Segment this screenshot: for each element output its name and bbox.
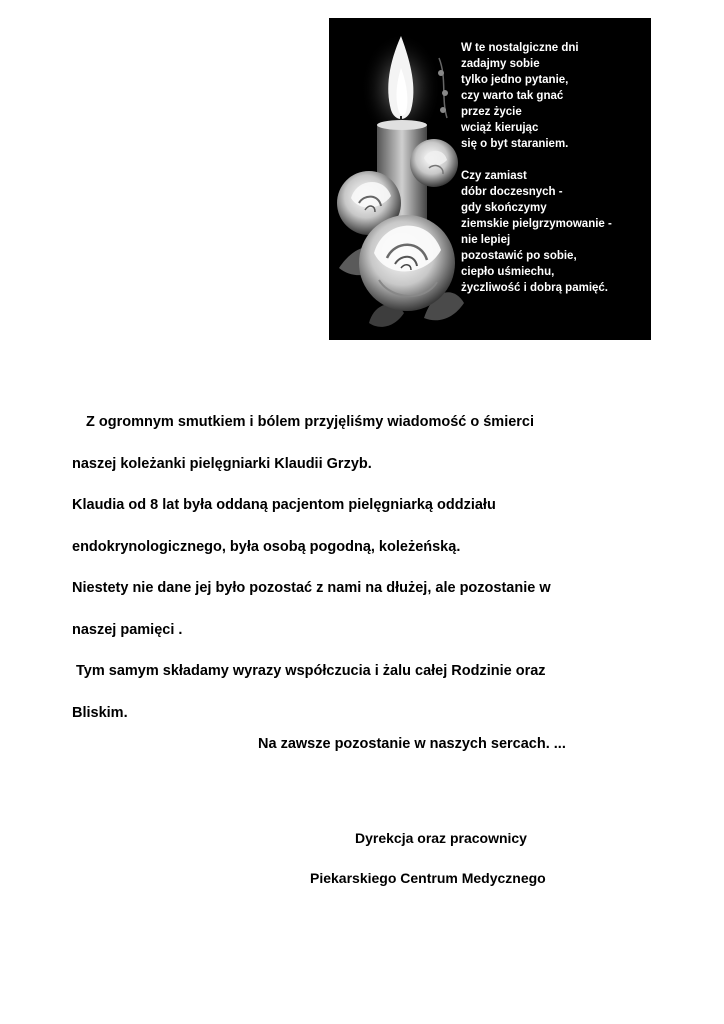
message-line: Niestety nie dane jej było pozostać z nami na dłużej, ale pozostanie w <box>72 580 551 596</box>
poem-line: się o byt staraniem. <box>461 138 569 150</box>
rose-icon <box>410 139 458 187</box>
rose-icon <box>359 215 455 311</box>
poem-line: zadajmy sobie <box>461 58 540 70</box>
memorial-card-image <box>329 18 651 340</box>
poem-line: tylko jedno pytanie, <box>461 74 569 86</box>
signature-line-1: Dyrekcja oraz pracownicy <box>355 830 527 846</box>
condolence-message <box>72 402 652 734</box>
message-line: Klaudia od 8 lat była oddaną pacjentom pielęgniarką oddziału <box>72 497 496 513</box>
poem-stanza-2 <box>461 168 647 296</box>
poem-line: życzliwość i dobrą pamięć. <box>461 282 608 294</box>
poem-line: przez życie <box>461 106 522 118</box>
signature-line-2: Piekarskiego Centrum Medycznego <box>310 870 546 886</box>
closing-line: Na zawsze pozostanie w naszych sercach. ... <box>258 736 566 752</box>
poem-line: Czy zamiast <box>461 170 527 182</box>
poem-stanza-1 <box>461 40 647 152</box>
signature <box>300 818 600 898</box>
poem <box>461 40 647 296</box>
poem-line: dóbr doczesnych - <box>461 186 563 198</box>
poem-line: gdy skończymy <box>461 202 547 214</box>
poem-line: wciąż kierując <box>461 122 539 134</box>
message-line: endokrynologicznego, była osobą pogodną, koleżeńską. <box>72 538 461 555</box>
message-line: Bliskim. <box>72 704 128 721</box>
poem-line: ciepło uśmiechu, <box>461 266 555 278</box>
message-line: naszej koleżanki pielęgniarki Klaudii Grzyb. <box>72 455 372 472</box>
message-line: Tym samym składamy wyrazy współczucia i żalu całej Rodzinie oraz <box>76 663 546 679</box>
poem-line: czy warto tak gnać <box>461 90 564 102</box>
poem-line: nie lepiej <box>461 234 511 246</box>
poem-line: W te nostalgiczne dni <box>461 42 579 54</box>
message-line: Z ogromnym smutkiem i bólem przyjęliśmy wiadomość o śmierci <box>86 414 535 430</box>
poem-line: pozostawić po sobie, <box>461 250 577 262</box>
poem-line: ziemskie pielgrzymowanie - <box>461 218 612 230</box>
message-line: naszej pamięci . <box>72 621 183 638</box>
